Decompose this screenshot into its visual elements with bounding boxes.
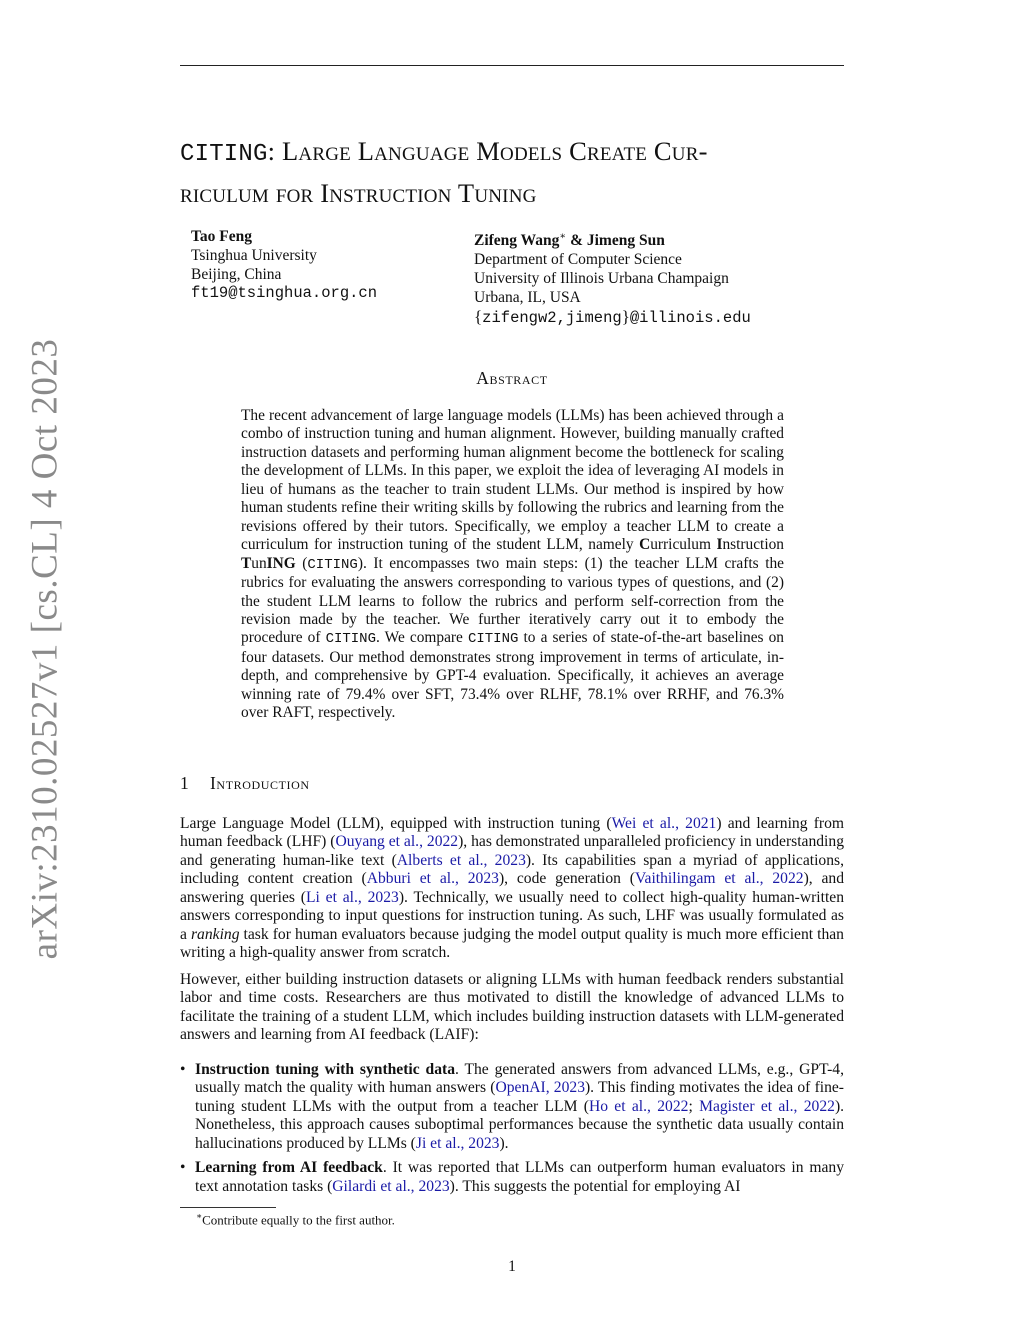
list-item: • Learning from AI feedback. It was reported that LLMs can outperform human evaluators in many text annotation tasks (Gilardi et al., 2023). This suggests the potential for employing AI <box>180 1159 844 1195</box>
page-number: 1 <box>508 1258 516 1275</box>
author-block-2 <box>474 227 751 328</box>
intro-paragraph-1: Large Language Model (LLM), equipped with instruction tuning (Wei et al., 2021) and learning from human feedback (LHF) (Ouyang et al., 2022), has demonstrated unparalleled proficiency in understanding and generating human-like text (Alberts et al., 2023). Its capabilities span a myriad of applications, including content creation (Abburi et al., 2023), code generation (Vaithilingam et al., 2022), and answering queries (Li et al., 2023). Technically, we usually need to collect high-quality human-written answers corresponding to input questions for instruction tuning. As such, LHF was usually formulated as a ranking task for human evaluators because judging the model output quality is much more efficient than writing a high-quality answer from scratch. <box>180 815 845 962</box>
citation-link[interactable]: Li et al., 2023 <box>305 888 399 906</box>
citation-link[interactable]: OpenAI, 2023 <box>495 1079 585 1097</box>
abstract-text: The recent advancement of large language models (LLMs) has been achieved through a combo of instruction tuning and human alignment. However, building manually crafted instruction datasets and performing human alignment become the bottleneck for scaling the development of LLMs. In this paper, we exploit the idea of leveraging AI models in lieu of humans as the teacher to train student LLMs. Our method is inspired by how human students refine their writing skills by following the rubrics and learning from the revisions offered by their tutors. Specifically, we employ a teacher LLM to create a curriculum for instruction tuning of the student LLM, namely Curriculum Instruction TunING (CITING). It encompasses two main steps: (1) the teacher LLM crafts the rubrics for evaluating the answers corresponding to various types of questions, and (2) the student LLM learns to follow the rubrics and perform self-correction from the revision made by the teacher. We further iteratively carry out it to embody the procedure of CITING. We compare CITING to a series of state-of-the-art baselines on four datasets. Our method demonstrates strong improvement in terms of articulate, in-depth, and comprehensive by GPT-4 evaluation. Specifically, it achieves an average winning rate of 79.4% over SFT, 73.4% over RLHF, 78.1% over RRHF, and 76.3% over RAFT, respectively. <box>241 407 785 722</box>
citation-link[interactable]: Alberts et al., 2023 <box>396 851 526 869</box>
top-rule <box>180 65 844 66</box>
author-names: Zifeng Wang∗ & Jimeng Sun <box>474 231 665 250</box>
arxiv-identifier-text: arXiv:2310.02527v1 [cs.CL] 4 Oct 2023 <box>24 338 66 960</box>
footnote <box>196 1208 395 1228</box>
author-institution: University of Illinois Urbana Champaign <box>474 270 729 288</box>
title-line-2: riculum for Instruction Tuning <box>180 178 537 208</box>
section-heading-introduction <box>180 773 310 794</box>
author-block-1 <box>191 227 377 303</box>
intro-bullet-list <box>180 1061 844 1202</box>
author-emails[interactable]: {zifengw2,jimeng}@illinois.edu <box>474 307 751 328</box>
footnote-text: Contribute equally to the first author. <box>202 1212 395 1228</box>
author-department: Department of Computer Science <box>474 251 682 269</box>
author-location: Urbana, IL, USA <box>474 289 581 307</box>
citation-link[interactable]: Abburi et al., 2023 <box>366 870 499 888</box>
title-system-name: CITING <box>180 141 268 168</box>
citation-link[interactable]: Magister et al., 2022 <box>699 1097 835 1115</box>
author-name: Tao Feng <box>191 228 253 245</box>
author-email[interactable]: ft19@tsinghua.org.cn <box>191 284 378 302</box>
section-title: Introduction <box>210 773 310 793</box>
citation-link[interactable]: Ouyang et al., 2022 <box>335 833 459 851</box>
section-number: 1 <box>180 773 190 793</box>
citation-link[interactable]: Vaithilingam et al., 2022 <box>634 870 804 888</box>
list-item: • Instruction tuning with synthetic data. The generated answers from advanced LLMs, e.g., GPT-4, usually match the quality with human answers (OpenAI, 2023). This finding motivates the idea of fine-tuning student LLMs with the output from a teacher LLM (Ho et al., 2022; Magister et al., 2022). Nonetheless, this approach causes suboptimal performances because the synthetic data usually contain hallucinations produced by LLMs (Ji et al., 2023). <box>180 1061 845 1152</box>
citation-link[interactable]: Gilardi et al., 2023 <box>332 1177 450 1195</box>
title-line-1: : Large Language Models Create Cur- <box>267 136 708 166</box>
paper-title <box>180 132 844 212</box>
citation-link[interactable]: Ho et al., 2022 <box>588 1097 689 1115</box>
abstract-heading: Abstract <box>476 368 548 388</box>
intro-paragraph-2: However, either building instruction datasets or aligning LLMs with human feedback renders substantial labor and time costs. Researchers are thus motivated to distill the knowledge of advanced LLMs to facilitate the training of a student LLM, which includes building instruction datasets with LLM-generated answers and learning from AI feedback (LAIF): <box>180 971 844 1044</box>
citation-link[interactable]: Wei et al., 2021 <box>611 815 717 832</box>
citation-link[interactable]: Ji et al., 2023 <box>415 1134 500 1152</box>
author-affiliation: Tsinghua University <box>191 247 317 264</box>
author-location: Beijing, China <box>191 266 282 283</box>
footnote-mark: ∗ <box>196 1211 203 1221</box>
